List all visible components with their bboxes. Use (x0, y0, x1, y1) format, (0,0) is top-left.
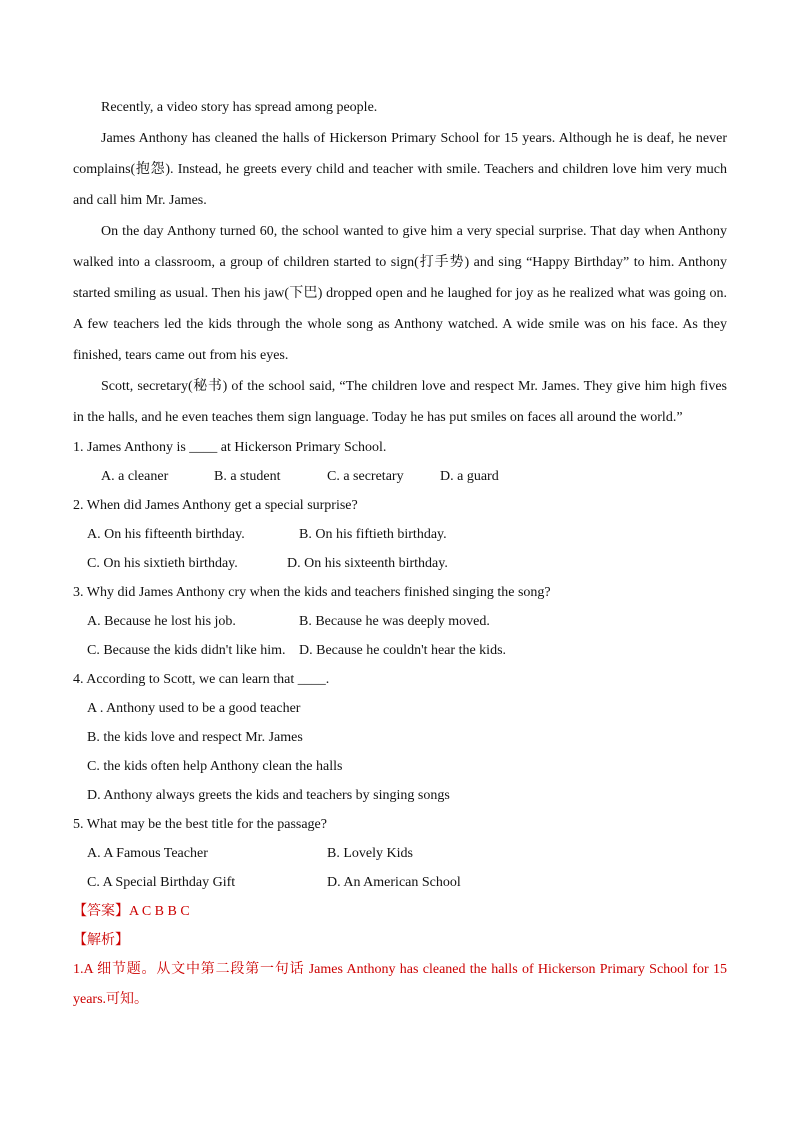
question-2-text: 2. When did James Anthony get a special surprise? (73, 498, 358, 513)
question-5-option-b: B. Lovely Kids (327, 846, 413, 861)
question-1-option-c: C. a secretary (327, 469, 404, 484)
question-3-option-d: D. Because he couldn't hear the kids. (299, 643, 507, 658)
question-4-option-d: D. Anthony always greets the kids and teachers by singing songs (87, 788, 450, 803)
question-4-option-c: C. the kids often help Anthony clean the halls (87, 759, 343, 774)
question-4-option-b: B. the kids love and respect Mr. James (87, 730, 303, 745)
passage-paragraph-2: James Anthony has cleaned the halls of Hickerson Primary School for 15 years. Although he is deaf, he never complains(抱怨). Instead, he greets every child and teacher with smile. Teachers and children love him very much and call him Mr. James. (73, 131, 727, 208)
question-1-options (73, 462, 727, 491)
question-2-option-d: D. On his sixteenth birthday. (287, 556, 448, 571)
question-5-option-a: A. A Famous Teacher (87, 846, 208, 861)
answer-key: 【答案】A C B B C (73, 904, 190, 919)
question-3-option-b: B. Because he was deeply moved. (299, 614, 490, 629)
analysis-label: 【解析】 (73, 933, 129, 948)
question-2-option-c: C. On his sixtieth birthday. (87, 556, 238, 571)
passage-paragraph-3: On the day Anthony turned 60, the school wanted to give him a very special surprise. That day when Anthony walked into a classroom, a group of children started to sign(打手势) and sing “Happy Birthday” to him. Anthony started smiling as usual. Then his jaw(下巴) dropped open and he laughed for joy as he realized what was going on. A few teachers led the kids through the whole song as Anthony watched. A wide smile was on his face. As they finished, tears came out from his eyes. (73, 224, 727, 363)
question-4-option-c-row (73, 752, 727, 781)
question-1 (73, 433, 727, 491)
question-2-options-row-1 (73, 520, 727, 549)
question-5 (73, 810, 727, 897)
question-3 (73, 578, 727, 665)
question-1-option-a: A. a cleaner (101, 469, 169, 484)
question-5-options-row-1 (73, 839, 727, 868)
analysis-text: 1.A 细节题。从文中第二段第一句话 James Anthony has cleaned the halls of Hickerson Primary School for 15 years.可知。 (73, 962, 727, 1007)
question-3-options-row-1 (73, 607, 727, 636)
question-2-option-a: A. On his fifteenth birthday. (87, 527, 245, 542)
question-1-option-d: D. a guard (440, 469, 499, 484)
question-5-option-c: C. A Special Birthday Gift (87, 875, 236, 890)
question-4 (73, 665, 727, 810)
question-5-options-row-2 (73, 868, 727, 897)
question-1-option-b: B. a student (214, 469, 281, 484)
question-2-option-b: B. On his fiftieth birthday. (299, 527, 447, 542)
document-page (73, 92, 727, 1015)
question-1-text: 1. James Anthony is ____ at Hickerson Primary School. (73, 440, 387, 455)
question-4-option-d-row (73, 781, 727, 810)
question-3-text: 3. Why did James Anthony cry when the kids and teachers finished singing the song? (73, 585, 551, 600)
question-5-text: 5. What may be the best title for the passage? (73, 817, 327, 832)
question-5-option-d: D. An American School (327, 875, 461, 890)
question-2-options-row-2 (73, 549, 727, 578)
question-4-option-a: A . Anthony used to be a good teacher (87, 701, 301, 716)
question-3-option-a: A. Because he lost his job. (87, 614, 236, 629)
question-2 (73, 491, 727, 578)
passage-paragraph-1: Recently, a video story has spread among people. (101, 100, 378, 115)
passage-paragraph-4: Scott, secretary(秘书) of the school said, “The children love and respect Mr. James. They give him high fives in the halls, and he even teaches them sign language. Today he has put smiles on faces all around the world.” (73, 379, 727, 425)
question-3-option-c: C. Because the kids didn't like him. (87, 643, 286, 658)
question-4-option-b-row (73, 723, 727, 752)
question-4-option-a-row (73, 694, 727, 723)
question-3-options-row-2 (73, 636, 727, 665)
question-4-text: 4. According to Scott, we can learn that ____. (73, 672, 330, 687)
